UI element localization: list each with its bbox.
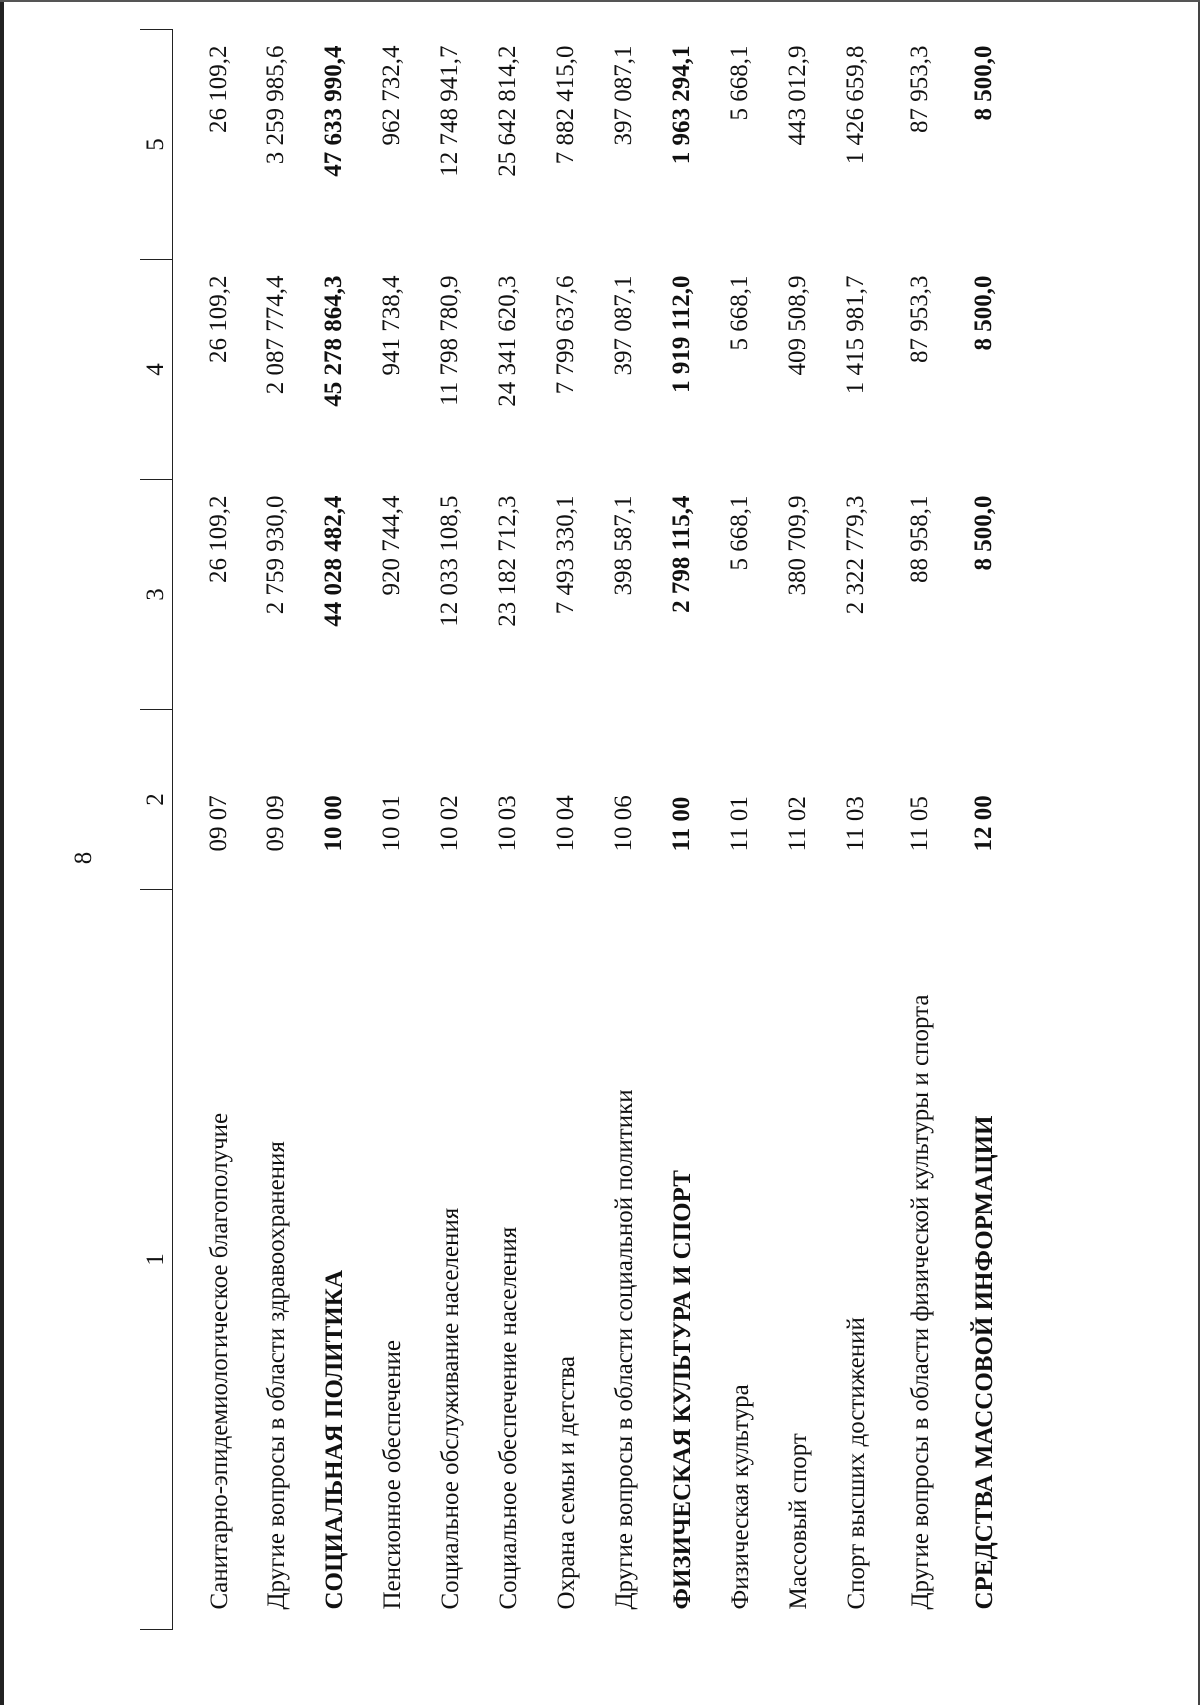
- row-value-col5: 8 500,0: [970, 45, 997, 121]
- table-row: [885, 30, 955, 1630]
- table-row: [363, 30, 421, 1630]
- row-value-col4: 24 341 620,3: [494, 275, 521, 407]
- rotated-sheet: [140, 10, 1140, 1630]
- table-row: [769, 30, 827, 1630]
- row-value-col4: 397 087,1: [610, 275, 637, 376]
- row-value-col5: 12 748 941,7: [436, 45, 463, 177]
- row-code: 11 05: [906, 796, 933, 852]
- row-code: 09 09: [262, 795, 289, 852]
- row-code: 10 00: [320, 795, 347, 852]
- row-name: ФИЗИЧЕСКАЯ КУЛЬТУРА И СПОРТ: [668, 1170, 696, 1610]
- row-value-col4: 8 500,0: [970, 275, 997, 351]
- table-row: [955, 30, 1013, 1630]
- row-value-col3: 398 587,1: [610, 495, 637, 596]
- row-value-col3: 2 322 779,3: [842, 495, 869, 615]
- row-name: Социальное обеспечение населения: [494, 1226, 522, 1610]
- row-value-col5: 7 882 415,0: [552, 45, 579, 165]
- row-code: 11 00: [668, 796, 695, 852]
- row-value-col4: 87 953,3: [906, 275, 933, 363]
- row-name: Другие вопросы в области социальной политики: [610, 1089, 638, 1610]
- row-value-col4: 1 415 981,7: [842, 275, 869, 395]
- table-row: [653, 30, 711, 1630]
- row-name: Охрана семьи и детства: [552, 1356, 580, 1610]
- row-value-col4: 26 109,2: [205, 275, 232, 363]
- row-name: Санитарно-эпидемиологическое благополучие: [205, 1112, 233, 1610]
- row-value-col4: 5 668,1: [726, 275, 753, 351]
- row-value-col4: 941 738,4: [378, 275, 405, 376]
- row-name: Спорт высших достижений: [842, 1317, 870, 1610]
- column-header-3: 3: [140, 480, 173, 710]
- row-value-col3: 23 182 712,3: [494, 495, 521, 627]
- row-code: 10 02: [436, 795, 463, 852]
- row-code: 09 07: [205, 795, 232, 852]
- row-value-col5: 962 732,4: [378, 45, 405, 146]
- row-name: СРЕДСТВА МАССОВОЙ ИНФОРМАЦИИ: [970, 1115, 998, 1610]
- row-value-col5: 87 953,3: [906, 45, 933, 133]
- row-code: 10 01: [378, 795, 405, 852]
- row-value-col3: 5 668,1: [726, 495, 753, 571]
- row-code: 11 01: [726, 796, 753, 852]
- row-value-col5: 397 087,1: [610, 45, 637, 146]
- row-code: 11 03: [842, 796, 869, 852]
- row-value-col4: 45 278 864,3: [320, 275, 347, 407]
- row-value-col5: 1 963 294,1: [668, 45, 695, 165]
- table-row: [537, 30, 595, 1630]
- row-value-col3: 44 028 482,4: [320, 495, 347, 627]
- row-value-col5: 443 012,9: [784, 45, 811, 146]
- row-code: 10 06: [610, 795, 637, 852]
- row-value-col4: 1 919 112,0: [668, 275, 695, 393]
- table-body: [173, 30, 1014, 1630]
- row-value-col3: 2 798 115,4: [668, 495, 695, 613]
- row-value-col4: 2 087 774,4: [262, 275, 289, 395]
- scan-edge-left: [0, 0, 4, 1705]
- scan-edge-top: [0, 0, 1200, 2]
- row-value-col4: 11 798 780,9: [436, 275, 463, 406]
- row-value-col3: 88 958,1: [906, 495, 933, 583]
- row-value-col5: 5 668,1: [726, 45, 753, 121]
- row-value-col4: 409 508,9: [784, 275, 811, 376]
- row-value-col3: 8 500,0: [970, 495, 997, 571]
- row-name: Социальное обслуживание населения: [436, 1207, 464, 1610]
- page-number: 8: [70, 851, 97, 865]
- row-value-col5: 25 642 814,2: [494, 45, 521, 177]
- row-value-col5: 1 426 659,8: [842, 45, 869, 165]
- row-name: Физическая культура: [726, 1384, 754, 1610]
- table-row: [305, 30, 363, 1630]
- row-name: Другие вопросы в области физической культуры и спорта: [906, 994, 934, 1610]
- row-value-col3: 2 759 930,0: [262, 495, 289, 615]
- budget-table: [140, 29, 1013, 1630]
- row-code: 12 00: [970, 795, 997, 852]
- row-name: Другие вопросы в области здравоохранения: [262, 1141, 290, 1610]
- row-code: 10 03: [494, 795, 521, 852]
- table-row: [421, 30, 479, 1630]
- row-code: 11 02: [784, 796, 811, 852]
- column-header-2: 2: [140, 710, 173, 890]
- row-name: СОЦИАЛЬНАЯ ПОЛИТИКА: [320, 1270, 348, 1610]
- table-row: [479, 30, 537, 1630]
- table-row: [173, 30, 248, 1630]
- row-value-col5: 3 259 985,6: [262, 45, 289, 165]
- row-value-col5: 26 109,2: [205, 45, 232, 133]
- row-value-col5: 47 633 990,4: [320, 45, 347, 177]
- table-row: [247, 30, 305, 1630]
- row-value-col3: 12 033 108,5: [436, 495, 463, 627]
- table-row: [827, 30, 885, 1630]
- row-value-col3: 920 744,4: [378, 495, 405, 596]
- table-row: [595, 30, 653, 1630]
- column-header-4: 4: [140, 260, 173, 480]
- row-value-col3: 7 493 330,1: [552, 495, 579, 615]
- column-header-1: 1: [140, 890, 173, 1630]
- table-row: [711, 30, 769, 1630]
- row-value-col3: 380 709,9: [784, 495, 811, 596]
- row-value-col4: 7 799 637,6: [552, 275, 579, 395]
- column-header-5: 5: [140, 30, 173, 260]
- row-name: Пенсионное обеспечение: [378, 1340, 406, 1610]
- row-name: Массовый спорт: [784, 1433, 812, 1610]
- row-code: 10 04: [552, 795, 579, 852]
- column-number-row: [140, 30, 173, 1630]
- row-value-col3: 26 109,2: [205, 495, 232, 583]
